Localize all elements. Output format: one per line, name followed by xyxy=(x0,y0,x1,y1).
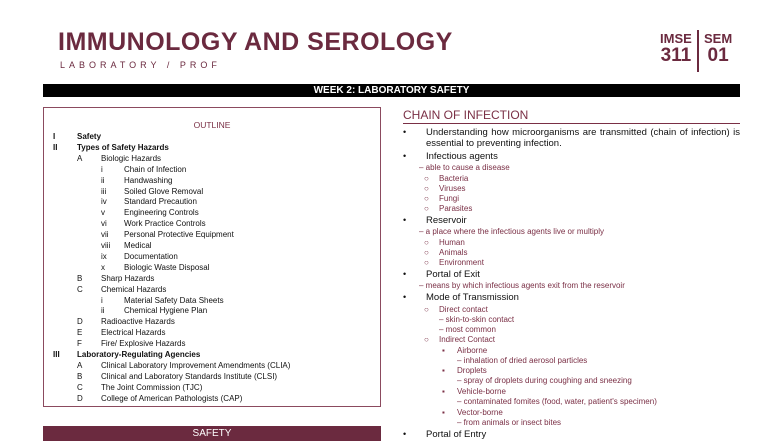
outline-item-number: C xyxy=(77,284,83,294)
infectious-agents-desc: – able to cause a disease xyxy=(419,163,510,172)
outline-item-text: Soiled Glove Removal xyxy=(124,186,204,196)
droplets-desc: – spray of droplets during coughing and sneezing xyxy=(457,376,632,385)
outline-item-number: C xyxy=(77,382,83,392)
outline-item-text: Safety xyxy=(77,132,102,141)
semester-badge xyxy=(704,32,732,66)
vector-desc: – from animals or insect bites xyxy=(457,418,562,427)
outline-item-number: x xyxy=(101,262,105,272)
agent-item: Bacteria xyxy=(439,174,469,183)
semester-label: SEM xyxy=(704,31,733,46)
outline-item-text: Standard Precaution xyxy=(124,197,197,207)
outline-title: OUTLINE xyxy=(193,120,231,130)
outline-item-number: iv xyxy=(101,197,107,207)
outline-item-text: College of American Pathologists (CAP) xyxy=(101,393,243,403)
outline-item-number: D xyxy=(77,317,83,327)
mode-heading: Mode of Transmission xyxy=(426,292,519,303)
outline-item-number: A xyxy=(77,153,83,163)
outline-item-number: D xyxy=(77,393,83,403)
square-bullet-icon: ▪ xyxy=(442,387,445,396)
outline-item-number: III xyxy=(53,350,60,359)
badge-divider xyxy=(697,30,699,72)
agent-item: Parasites xyxy=(439,204,473,213)
outline-item-number: vi xyxy=(101,219,107,229)
outline-item-text: Radioactive Hazards xyxy=(101,317,175,327)
vector-borne: Vector-borne xyxy=(457,408,503,417)
agent-item: Viruses xyxy=(439,184,466,193)
outline-item-number: ii xyxy=(101,175,105,185)
week-banner: WEEK 2: LABORATORY SAFETY xyxy=(43,84,740,97)
chain-underline xyxy=(403,123,740,124)
bullet-icon: • xyxy=(403,215,407,225)
outline-item-text: Documentation xyxy=(124,251,178,261)
document-subtitle: LABORATORY / PROF xyxy=(60,60,221,70)
chain-intro: Understanding how microorganisms are transmitted (chain of infection) is essential to preventing infection. xyxy=(426,127,740,149)
outline-item-text: Biologic Waste Disposal xyxy=(124,262,210,272)
reservoir-desc: – a place where the infectious agents live or multiply xyxy=(419,227,604,236)
bullet-icon: • xyxy=(403,292,407,302)
reservoir-item: Animals xyxy=(439,248,468,257)
semester-value: 01 xyxy=(707,45,729,66)
course-code-badge xyxy=(660,32,692,66)
outline-box xyxy=(43,107,381,407)
chain-title: CHAIN OF INFECTION xyxy=(403,108,529,122)
outline-item-number: ii xyxy=(101,306,105,316)
square-bullet-icon: ▪ xyxy=(442,346,445,355)
circle-bullet-icon: ○ xyxy=(424,305,429,314)
reservoir-item: Human xyxy=(439,238,465,247)
safety-banner: SAFETY xyxy=(43,426,381,441)
square-bullet-icon: ▪ xyxy=(442,408,445,417)
outline-item-text: Clinical and Laboratory Standards Institute (CLSI) xyxy=(101,371,278,381)
outline-item-text: Sharp Hazards xyxy=(101,273,155,283)
bullet-icon: • xyxy=(403,151,407,161)
outline-item-number: iii xyxy=(101,186,107,196)
reservoir-heading: Reservoir xyxy=(426,215,467,226)
outline-item-text: Clinical Laboratory Improvement Amendments (CLIA) xyxy=(101,360,291,370)
portal-exit-desc: – means by which infectious agents exit from the reservoir xyxy=(419,281,625,290)
outline-item-text: Electrical Hazards xyxy=(101,328,166,338)
circle-bullet-icon: ○ xyxy=(424,184,429,193)
direct-desc: – most common xyxy=(439,325,496,334)
outline-item-text: Fire/ Explosive Hazards xyxy=(101,339,186,349)
outline-item-number: ix xyxy=(101,251,107,261)
circle-bullet-icon: ○ xyxy=(424,335,429,344)
indirect-contact: Indirect Contact xyxy=(439,335,496,344)
direct-desc: – skin-to-skin contact xyxy=(439,315,515,324)
circle-bullet-icon: ○ xyxy=(424,204,429,213)
droplets: Droplets xyxy=(457,366,487,375)
outline-item-text: Handwashing xyxy=(124,175,173,185)
outline-item-number: E xyxy=(77,328,83,338)
bullet-icon: • xyxy=(403,127,407,137)
outline-item-number: B xyxy=(77,273,83,283)
outline-item-text: Personal Protective Equipment xyxy=(124,230,234,240)
direct-contact: Direct contact xyxy=(439,305,488,314)
outline-item-number: II xyxy=(53,142,58,152)
outline-item-text: Biologic Hazards xyxy=(101,153,162,163)
outline-item-number: i xyxy=(101,295,103,305)
airborne: Airborne xyxy=(457,346,488,355)
outline-item-number: A xyxy=(77,360,83,370)
portal-exit-heading: Portal of Exit xyxy=(426,269,480,280)
outline-item-number: viii xyxy=(101,241,111,250)
infectious-agents-heading: Infectious agents xyxy=(426,151,498,162)
outline-item-text: Laboratory-Regulating Agencies xyxy=(77,350,201,359)
portal-entry-heading: Portal of Entry xyxy=(426,429,487,440)
vehicle-desc: – contaminated fomites (food, water, patient's specimen) xyxy=(457,397,657,406)
circle-bullet-icon: ○ xyxy=(424,238,429,247)
square-bullet-icon: ▪ xyxy=(442,366,445,375)
bullet-icon: • xyxy=(403,269,407,279)
outline-item-text: Work Practice Controls xyxy=(124,219,206,229)
outline-item-number: v xyxy=(101,208,105,218)
document-title: IMMUNOLOGY AND SEROLOGY xyxy=(58,28,453,56)
outline-item-text: Chemical Hazards xyxy=(101,284,167,294)
outline-item-text: Medical xyxy=(124,241,152,250)
outline-item-text: Engineering Controls xyxy=(124,208,199,218)
bullet-icon: • xyxy=(403,429,407,439)
outline-item-number: vii xyxy=(101,230,109,240)
course-code-label: IMSE xyxy=(660,31,692,46)
circle-bullet-icon: ○ xyxy=(424,248,429,257)
outline-item-text: The Joint Commission (TJC) xyxy=(101,382,203,392)
course-code-value: 311 xyxy=(660,45,692,66)
circle-bullet-icon: ○ xyxy=(424,258,429,267)
outline-item-text: Material Safety Data Sheets xyxy=(124,295,224,305)
reservoir-item: Environment xyxy=(439,258,484,267)
outline-item-text: Types of Safety Hazards xyxy=(77,142,169,152)
circle-bullet-icon: ○ xyxy=(424,174,429,183)
vehicle-borne: Vehicle-borne xyxy=(457,387,506,396)
outline-item-number: i xyxy=(101,164,103,174)
outline-item-number: F xyxy=(77,339,82,349)
agent-item: Fungi xyxy=(439,194,460,203)
outline-item-text: Chain of Infection xyxy=(124,164,187,174)
outline-item-text: Chemical Hygiene Plan xyxy=(124,306,208,316)
outline-item-number: I xyxy=(53,132,56,141)
outline-item-number: B xyxy=(77,371,83,381)
circle-bullet-icon: ○ xyxy=(424,194,429,203)
airborne-desc: – inhalation of dried aerosol particles xyxy=(457,356,588,365)
